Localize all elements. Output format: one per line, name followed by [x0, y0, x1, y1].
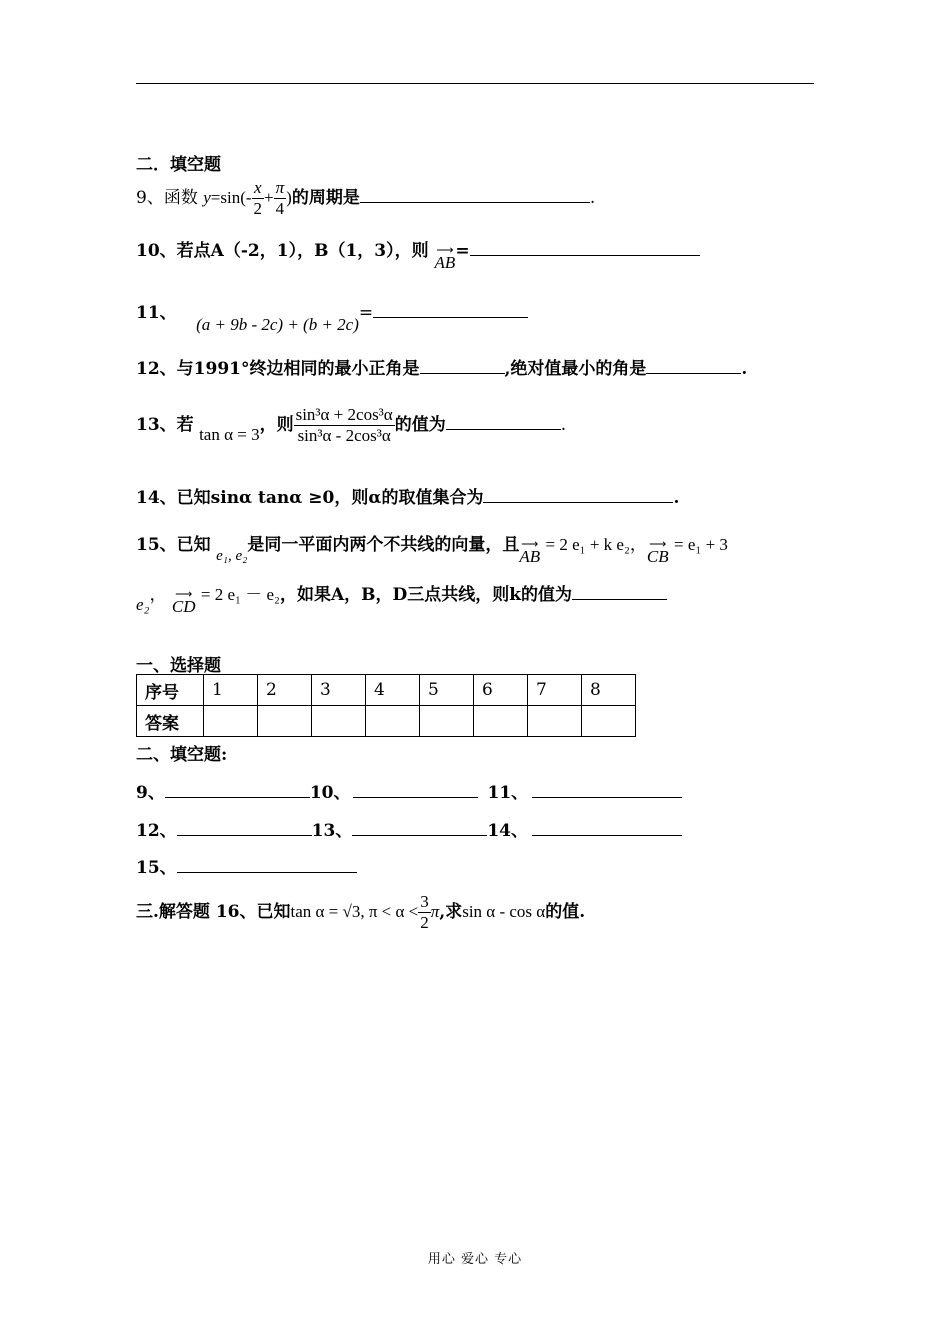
q15-vector-cb: ⟶ CB: [647, 547, 669, 567]
question-16: [136, 888, 585, 936]
question-11: [136, 298, 528, 334]
q9-end: .: [589, 188, 596, 208]
blank-12[interactable]: [177, 821, 312, 836]
q14-text: 已知sinα tanα ≥0，则α的取值集合为: [176, 488, 484, 508]
q12-end: .: [741, 359, 748, 379]
q13-pre: 若: [176, 415, 194, 435]
question-9: [136, 176, 595, 220]
q10-vector-ab: ⟶ AB: [435, 253, 456, 273]
q13-mid: ，则: [259, 415, 294, 435]
q10-text: 若点A（-2，1），B（1，3），则: [176, 241, 429, 261]
q15-vector-ab: ⟶ AB: [519, 547, 540, 567]
table-row-numbers: [137, 675, 636, 706]
answer-cell[interactable]: [474, 706, 528, 737]
answer-cell[interactable]: [258, 706, 312, 737]
q9-y: y: [203, 188, 211, 207]
answer-cell[interactable]: [204, 706, 258, 737]
question-15-line1: [136, 530, 728, 566]
q9-number: 9、: [136, 188, 164, 208]
section-choice-title: 一、选择题: [136, 656, 221, 676]
table-row-answers: [137, 706, 636, 737]
answer-cell[interactable]: [366, 706, 420, 737]
table-number: 6: [474, 675, 528, 706]
q13-number: 13、: [136, 415, 177, 435]
q11-expression: (a + 9b - 2c) + (b + 2c): [196, 315, 359, 334]
q15-number: 15、: [136, 535, 177, 555]
q14-number: 14、: [136, 488, 177, 508]
q12-blank2[interactable]: [646, 359, 741, 374]
blank-9-label: 9、: [136, 783, 165, 803]
blank-11[interactable]: [532, 783, 682, 798]
question-15-line2: e₂， ⟶ CD = 2 e₁ － e₂，如果A，B，D三点共线，则k的值为: [136, 580, 667, 605]
q12-text1: 与1991°终边相同的最小正角是: [176, 359, 420, 379]
q15-post: ，如果A，B，D三点共线，则k的值为: [279, 585, 573, 605]
q9-post: 的周期是: [291, 188, 360, 208]
table-number: 7: [528, 675, 582, 706]
q10-eq: =: [455, 241, 470, 261]
q16-pi: π: [430, 902, 440, 921]
blank-14-label: 14、: [487, 821, 529, 841]
q13-fraction: $\frac{\text{sin³α + 2cos³α}}{\text{sin³α - 2cos³α}}$: [295, 405, 393, 445]
q15-e2: e₂: [136, 595, 150, 614]
blank-11-label: 11、: [487, 783, 529, 803]
answer-cell[interactable]: [582, 706, 636, 737]
blank-15-label: 15、: [136, 858, 177, 878]
blank-13[interactable]: [352, 821, 487, 836]
blank-row-1: [136, 778, 682, 803]
q12-number: 12、: [136, 359, 177, 379]
q13-blank[interactable]: [446, 415, 561, 430]
blank-12-label: 12、: [136, 821, 177, 841]
q13-post: 的值为: [394, 415, 446, 435]
blank-row-2: [136, 816, 682, 841]
q15-cd-expression: = 2 e₁ － e₂: [200, 585, 280, 604]
q9-frac1: $\frac{x}{2}$: [253, 178, 263, 218]
q15-vectors: e₁, e₂: [216, 548, 248, 564]
table-number: 4: [366, 675, 420, 706]
q16-condition: tan α = √3, π < α <: [290, 902, 419, 921]
table-answer-label: 答案: [137, 706, 204, 737]
q9-eq: =sin(-: [210, 188, 252, 207]
table-number: 2: [258, 675, 312, 706]
blank-15[interactable]: [177, 858, 357, 873]
blank-10[interactable]: [353, 783, 478, 798]
q16-expression: sin α - cos α: [462, 902, 546, 921]
q15-blank[interactable]: [572, 585, 667, 600]
q16-frac: $\frac{3}{2}$: [420, 892, 429, 932]
q15-pre: 已知: [176, 535, 211, 555]
q9-blank[interactable]: [360, 188, 590, 203]
question-12: [136, 354, 747, 379]
q14-blank[interactable]: [483, 488, 673, 503]
answer-cell[interactable]: [528, 706, 582, 737]
blank-13-label: 13、: [311, 821, 353, 841]
q15-sep: ，: [629, 535, 647, 555]
q13-end: .: [560, 415, 567, 435]
q16-post: 的值.: [545, 902, 586, 922]
question-10: [136, 236, 700, 272]
q15-cb-expression: = e₁ + 3: [674, 535, 728, 554]
question-13: [136, 400, 566, 450]
question-14: [136, 483, 679, 508]
q15-ab-expression: = 2 e₁ + k e₂: [545, 535, 630, 554]
answer-cell[interactable]: [420, 706, 474, 737]
table-number: 1: [204, 675, 258, 706]
q9-pre: 函数: [163, 188, 198, 208]
q9-frac2: $\frac{\pi}{4}$: [275, 178, 285, 218]
q16-mid: ,求: [439, 902, 463, 922]
q9-plus: +: [264, 188, 274, 207]
section-fill-answers-title: 二、填空题:: [136, 745, 228, 765]
header-rule: [136, 83, 814, 84]
q9-close: ): [286, 188, 292, 207]
section-fill-title: 二．填空题: [136, 155, 221, 175]
q11-blank[interactable]: [373, 303, 528, 318]
blank-row-3: [136, 853, 357, 878]
q16-pre: 三.解答题 16、已知: [136, 902, 291, 922]
answer-cell[interactable]: [312, 706, 366, 737]
q14-end: .: [673, 488, 680, 508]
answer-table: [136, 674, 636, 737]
table-header-label: 序号: [137, 675, 204, 706]
q11-number: 11、: [136, 303, 177, 323]
q15-mid: 是同一平面内两个不共线的向量，且: [247, 535, 520, 555]
table-number: 5: [420, 675, 474, 706]
q13-condition: tan α = 3: [199, 425, 260, 444]
q15-vector-cd: ⟶ CD: [172, 597, 196, 617]
blank-9[interactable]: [165, 783, 310, 798]
q10-blank[interactable]: [470, 241, 700, 256]
q11-eq: =: [358, 303, 374, 323]
blank-10-label: 10、: [309, 783, 351, 803]
q10-number: 10、: [136, 241, 177, 261]
q12-blank1[interactable]: [420, 359, 505, 374]
table-number: 3: [312, 675, 366, 706]
blank-14[interactable]: [532, 821, 682, 836]
page-footer: 用心 爱心 专心: [427, 1252, 523, 1267]
q12-text2: ,绝对值最小的角是: [504, 359, 647, 379]
table-number: 8: [582, 675, 636, 706]
